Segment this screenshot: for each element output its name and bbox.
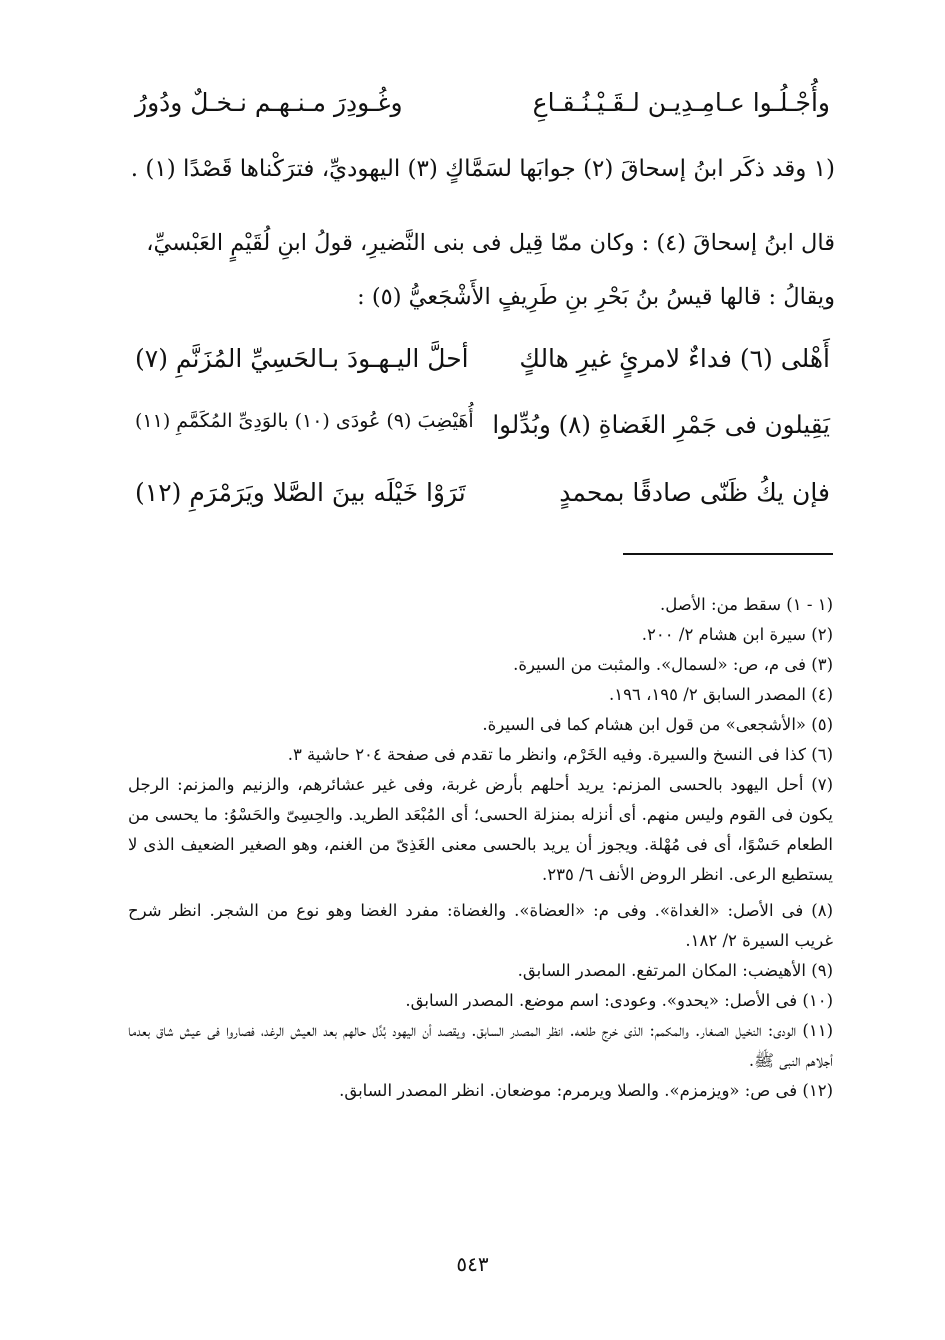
footnote-separator bbox=[623, 553, 833, 555]
verse-hemistich-first: يَقِيلون فى جَمْرِ الغَضاةِ (٨) وبُدِّلوا bbox=[492, 410, 830, 439]
footnote-12: (١٢) فى ص: «ويزمزم». والصلا ويرمرم: موضعان. انظر المصدر السابق. bbox=[339, 1081, 833, 1100]
verse-top bbox=[135, 88, 830, 132]
page-number: ٥٤٣ bbox=[456, 1252, 489, 1276]
footnote-7: (٧) أحل اليهود بالحسى المزنم: يريد أحلهم بأرض غربة، وفى غير عشائرهم، والزنيم والمزنم: الرجل يكون فى القوم وليس منهم. أى أنزله بمنزلة الحسى؛ أى المُبْعَد الطريد. والحِسِىّ والحَسْوُ: ما يحسى من الطعام حَسْوًا، أى فى مُهْلة. ويجوز أن يريد بالحسى معنى الغَذِىّ من الغنم، وهو الصغير الضعيف الذى لا يستطيع الرعى. انظر الروض الأنف ٦/ ٢٣٥. bbox=[128, 775, 833, 884]
footnote-9: (٩) الأهيضب: المكان المرتفع. المصدر السابق. bbox=[517, 961, 833, 980]
poem-verse-1 bbox=[135, 344, 830, 388]
footnotes bbox=[128, 590, 833, 1106]
footnote-1: (١ - ١) سقط من: الأصل. bbox=[660, 595, 833, 614]
footnote-11: (١١) الودى: النخيل الصغار. والمكمم: الذى خرج طلعه. انظر المصدر السابق. ويقصد أن اليهود بُدِّل حالهم بعد العيش الرغد، فصاروا فى عيش شاق بعدما أجلاهم النبى ﷺ. bbox=[128, 1021, 833, 1070]
footnote-5: (٥) «الأشجعى» من قول ابن هشام كما فى السيرة. bbox=[482, 715, 833, 734]
footnote-6: (٦) كذا فى النسخ والسيرة. وفيه الخَرْم، وانظر ما تقدم فى صفحة ٢٠٤ حاشية ٣. bbox=[287, 745, 833, 764]
verse-hemistich-first: أَهْلى (٦) فداءٌ لامرئٍ غيرِ هالكٍ bbox=[519, 344, 830, 373]
footnote-10: (١٠) فى الأصل: «يحدو». وعودى: اسم موضع. المصدر السابق. bbox=[405, 991, 833, 1010]
paragraph-ibn-ishaq-line2: ويقالُ : قالها قيسُ بنُ بَحْرِ بنِ طَرِيفٍ الأَشْجَعيُّ (٥) : bbox=[357, 284, 835, 310]
verse-hemistich-first: وأُجْـلُـوا عـامِـدِيـن لـقَـيْـنُـقـاعِ bbox=[532, 88, 830, 117]
verse-hemistich-first: فإن يكُ ظَنّى صادقًا بمحمدٍ bbox=[559, 478, 830, 507]
poem-verse-3 bbox=[135, 478, 830, 522]
footnote-2: (٢) سيرة ابن هشام ٢/ ٢٠٠. bbox=[641, 625, 833, 644]
verse-hemistich-second: أُهَيْضِبَ (٩) عُودَى (١٠) بالوَدِىِّ المُكَمَّمِ (١١) bbox=[135, 410, 474, 432]
footnote-8: (٨) فى الأصل: «الغداة». وفى م: «العضاة». والغضاة: مفرد الغضا وهو نوع من الشجر. انظر شرح غريب السيرة ٢/ ١٨٢. bbox=[128, 901, 833, 950]
poem-verse-2 bbox=[135, 410, 830, 454]
footnote-3: (٣) فى م، ص: «لسمال». والمثبت من السيرة. bbox=[513, 655, 833, 674]
verse-hemistich-second: أحلَّ اليـهـودَ بـالحَسِيِّ المُزَنَّمِ (٧) bbox=[135, 344, 469, 373]
footnote-4: (٤) المصدر السابق ٢/ ١٩٥، ١٩٦. bbox=[609, 685, 833, 704]
paragraph-sammak-reply: (١ وقد ذكَر ابنُ إسحاقَ (٢) جوابَها لسَمَّاكٍ (٣) اليهوديِّ، فترَكْناها قَصْدًا (١) . bbox=[130, 156, 835, 182]
verse-hemistich-second: وغُـودِرَ مـنـهـم نـخـلٌ ودُورُ bbox=[135, 88, 403, 117]
verse-hemistich-second: تَرَوْا خَيْلَه بينَ الصَّلا ويَرَمْرَمِ (١٢) bbox=[135, 478, 466, 507]
paragraph-ibn-ishaq-line1: قال ابنُ إسحاقَ (٤) : وكان ممّا قِيل فى بنى النَّضيرِ، قولُ ابنِ لُقَيْمٍ العَبْسيِّ، bbox=[146, 230, 835, 256]
